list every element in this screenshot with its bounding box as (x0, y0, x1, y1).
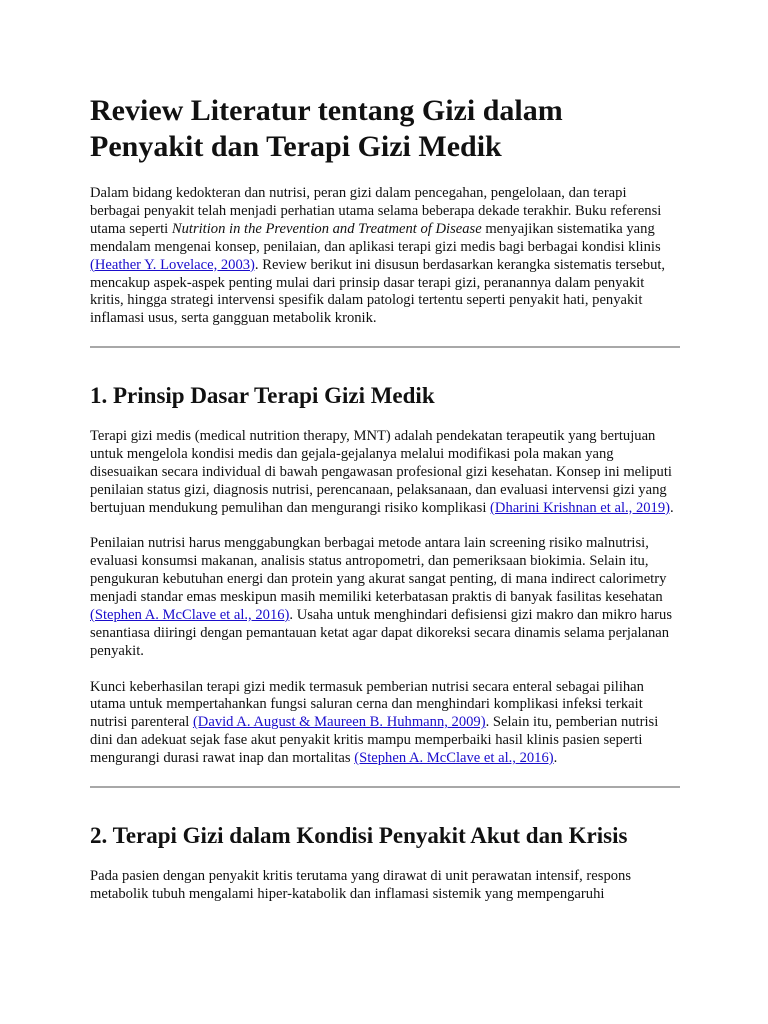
section-heading: 1. Prinsip Dasar Terapi Gizi Medik (90, 383, 435, 409)
section1-paragraph (90, 428, 680, 518)
paragraph-text: . (553, 750, 558, 767)
paragraph-text: . Usaha untuk menghindari defisiensi gizi makro dan mikro harus senantiasa diiringi dengan pemantauan ketat agar dapat dikoreksi secara dinamis selama perjalanan penyakit. (90, 607, 673, 659)
section2-paragraph (90, 868, 680, 904)
paragraph-text: Kunci keberhasilan terapi gizi medik termasuk pemberian nutrisi secara enteral sebagai pilihan utama untuk mempertahankan fungsi saluran cerna dan menghindari komplikasi infeksi terkait nutrisi parenteral (90, 678, 644, 731)
intro-text: Dalam bidang kedokteran dan nutrisi, peran gizi dalam pencegahan, pengelolaan, dan terapi berbagai penyakit telah menjadi perhatian utama selama beberapa dekade terakhir. Buku referensi utama seperti (90, 185, 662, 237)
paragraph-text: . (670, 499, 674, 516)
section-divider (90, 346, 680, 348)
citation-link[interactable]: (Dharini Krishnan et al., 2019) (490, 499, 670, 516)
paragraph-text: Terapi gizi medis (medical nutrition therapy, MNT) adalah pendekatan terapeutik yang bertujuan untuk mengelola kondisi medis dan gejala-gejalanya melalui modifikasi pola makan yang disesuaikan secara individual di bawah pengawasan profesional gizi kesehatan. Konsep ini meliputi penilaian status gizi, diagnosis nutrisi, perencanaan, pelaksanaan, dan evaluasi intervensi gizi yang bertujuan mendukung pemulihan dan mengurangi risiko komplikasi (90, 428, 672, 516)
document-title: Review Literatur tentang Gizi dalam Penyakit dan Terapi Gizi Medik (90, 94, 563, 163)
book-title: Nutrition in the Prevention and Treatment of Disease (171, 220, 482, 237)
paragraph-text: Pada pasien dengan penyakit kritis terutama yang dirawat di unit perawatan intensif, respons metabolik tubuh mengalami hiper-katabolik dan inflamasi sistemik yang mempengaruhi (90, 867, 632, 902)
intro-text: . Review berikut ini disusun berdasarkan kerangka sistematis tersebut, mencakup aspek-aspek penting mulai dari prinsip dasar terapi gizi, peranannya dalam penyakit kritis, hingga strategi intervensi spesifik dalam patologi tertentu seperti penyakit hati, penyakit inflamasi usus, serta gangguan metabolik kronik. (90, 256, 666, 327)
section-divider (90, 786, 680, 788)
citation-link[interactable]: (Stephen A. McClave et al., 2016) (90, 607, 290, 623)
section1-paragraph (90, 679, 680, 769)
paragraph-text: . Selain itu, pemberian nutrisi dini dan adekuat sejak fase akut penyakit kritis mampu memperbaiki hasil klinis pasien seperti mengurangi durasi rawat inap dan mortalitas (90, 714, 659, 767)
section1-paragraph (90, 535, 680, 660)
intro-text: menyajikan sistematika yang mendalam mengenai konsep, penilaian, dan aplikasi terapi gizi medis bagi berbagai kondisi klinis (90, 220, 661, 255)
citation-link[interactable]: (Heather Y. Lovelace, 2003) (90, 256, 255, 273)
citation-link[interactable]: (David A. August & Maureen B. Huhmann, 2009) (192, 714, 486, 731)
citation-link[interactable]: (Stephen A. McClave et al., 2016) (354, 750, 554, 767)
intro-paragraph (90, 185, 680, 328)
section-heading: 2. Terapi Gizi dalam Kondisi Penyakit Akut dan Krisis (90, 822, 628, 848)
paragraph-text: Penilaian nutrisi harus menggabungkan berbagai metode antara lain screening risiko malnutrisi, evaluasi konsumsi makanan, analisis status antropometri, dan pemeriksaan biokimia. Selain itu, pengukuran kebutuhan energi dan protein yang akurat sangat penting, di mana indirect calorimetry menjadi standar emas meskipun masih memiliki keterbatasan praktis di banyak fasilitas kesehatan (90, 535, 667, 606)
